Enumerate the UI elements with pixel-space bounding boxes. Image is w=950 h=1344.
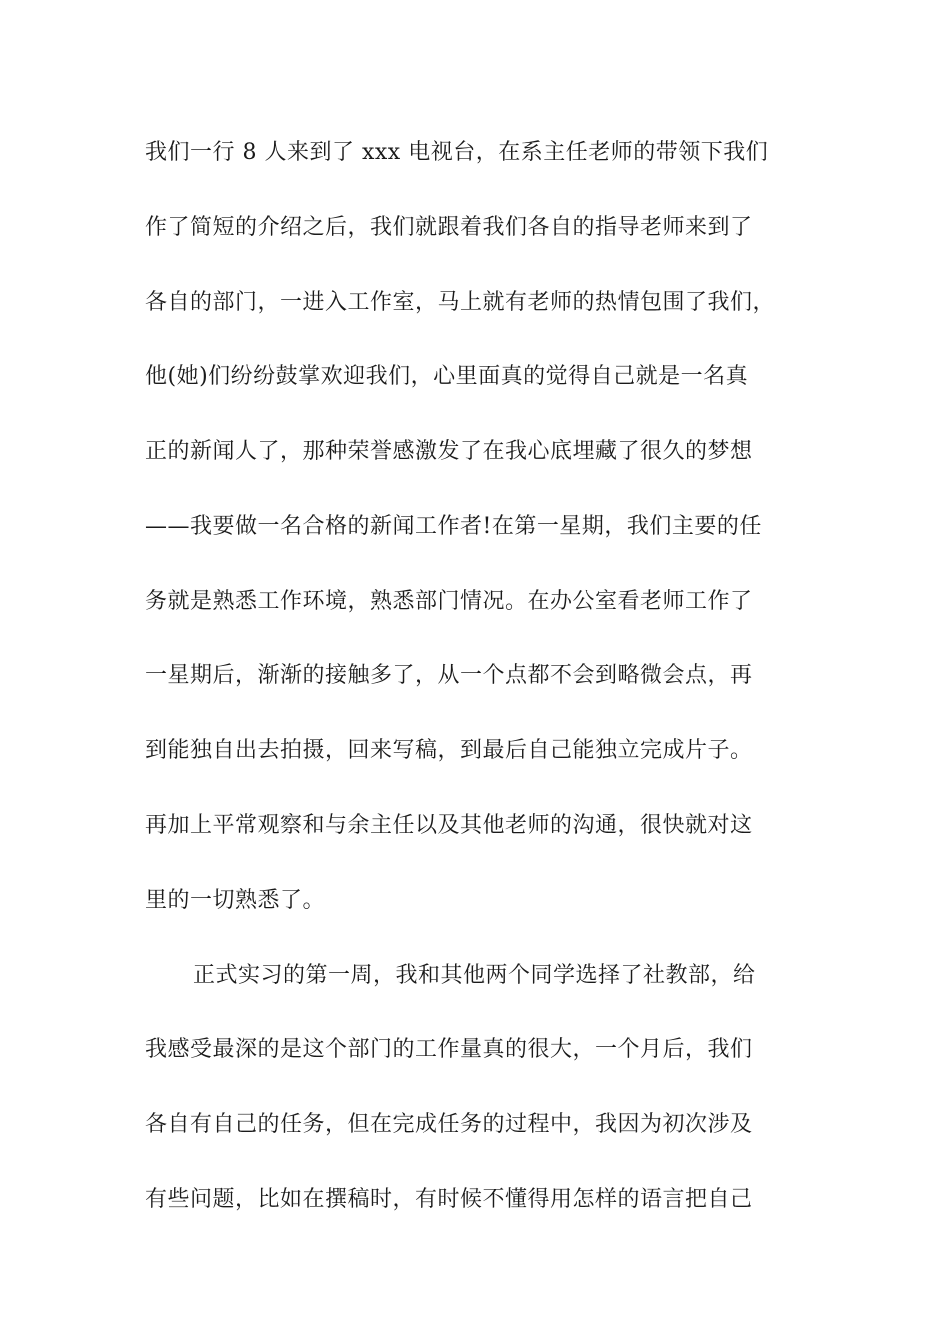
text-line: 各自的部门，一进入工作室，马上就有老师的热情包围了我们， (145, 289, 776, 315)
text-line: 再加上平常观察和与余主任以及其他老师的沟通，很快就对这 (145, 813, 753, 839)
text-line: 一星期后，渐渐的接触多了，从一个点都不会到略微会点，再 (145, 663, 753, 689)
paragraph-first-line: 正式实习的第一周，我和其他两个同学选择了社教部，给 (193, 962, 756, 988)
text-line: 务就是熟悉工作环境，熟悉部门情况。在办公室看老师工作了 (145, 588, 753, 614)
text-line: 正的新闻人了，那种荣誉感激发了在我心底埋藏了很久的梦想 (145, 439, 753, 465)
text-line: 我们一行 8 人来到了 xxx 电视台，在系主任老师的带领下我们 (145, 140, 769, 165)
text-line: 到能独自出去拍摄，回来写稿，到最后自己能独立完成片子。 (145, 738, 753, 764)
text-line: ——我要做一名合格的新闻工作者!在第一星期，我们主要的任 (145, 513, 762, 539)
body-text (145, 134, 825, 1218)
text-line: 有些问题，比如在撰稿时，有时候不懂得用怎样的语言把自己 (145, 1186, 753, 1212)
text-line: 我感受最深的是这个部门的工作量真的很大，一个月后，我们 (145, 1037, 753, 1063)
text-line: 作了简短的介绍之后，我们就跟着我们各自的指导老师来到了 (145, 214, 753, 240)
text-line: 里的一切熟悉了。 (145, 887, 326, 913)
text-line: 他(她)们纷纷鼓掌欢迎我们，心里面真的觉得自己就是一名真 (145, 364, 749, 390)
text-line: 各自有自己的任务，但在完成任务的过程中，我因为初次涉及 (145, 1112, 753, 1138)
